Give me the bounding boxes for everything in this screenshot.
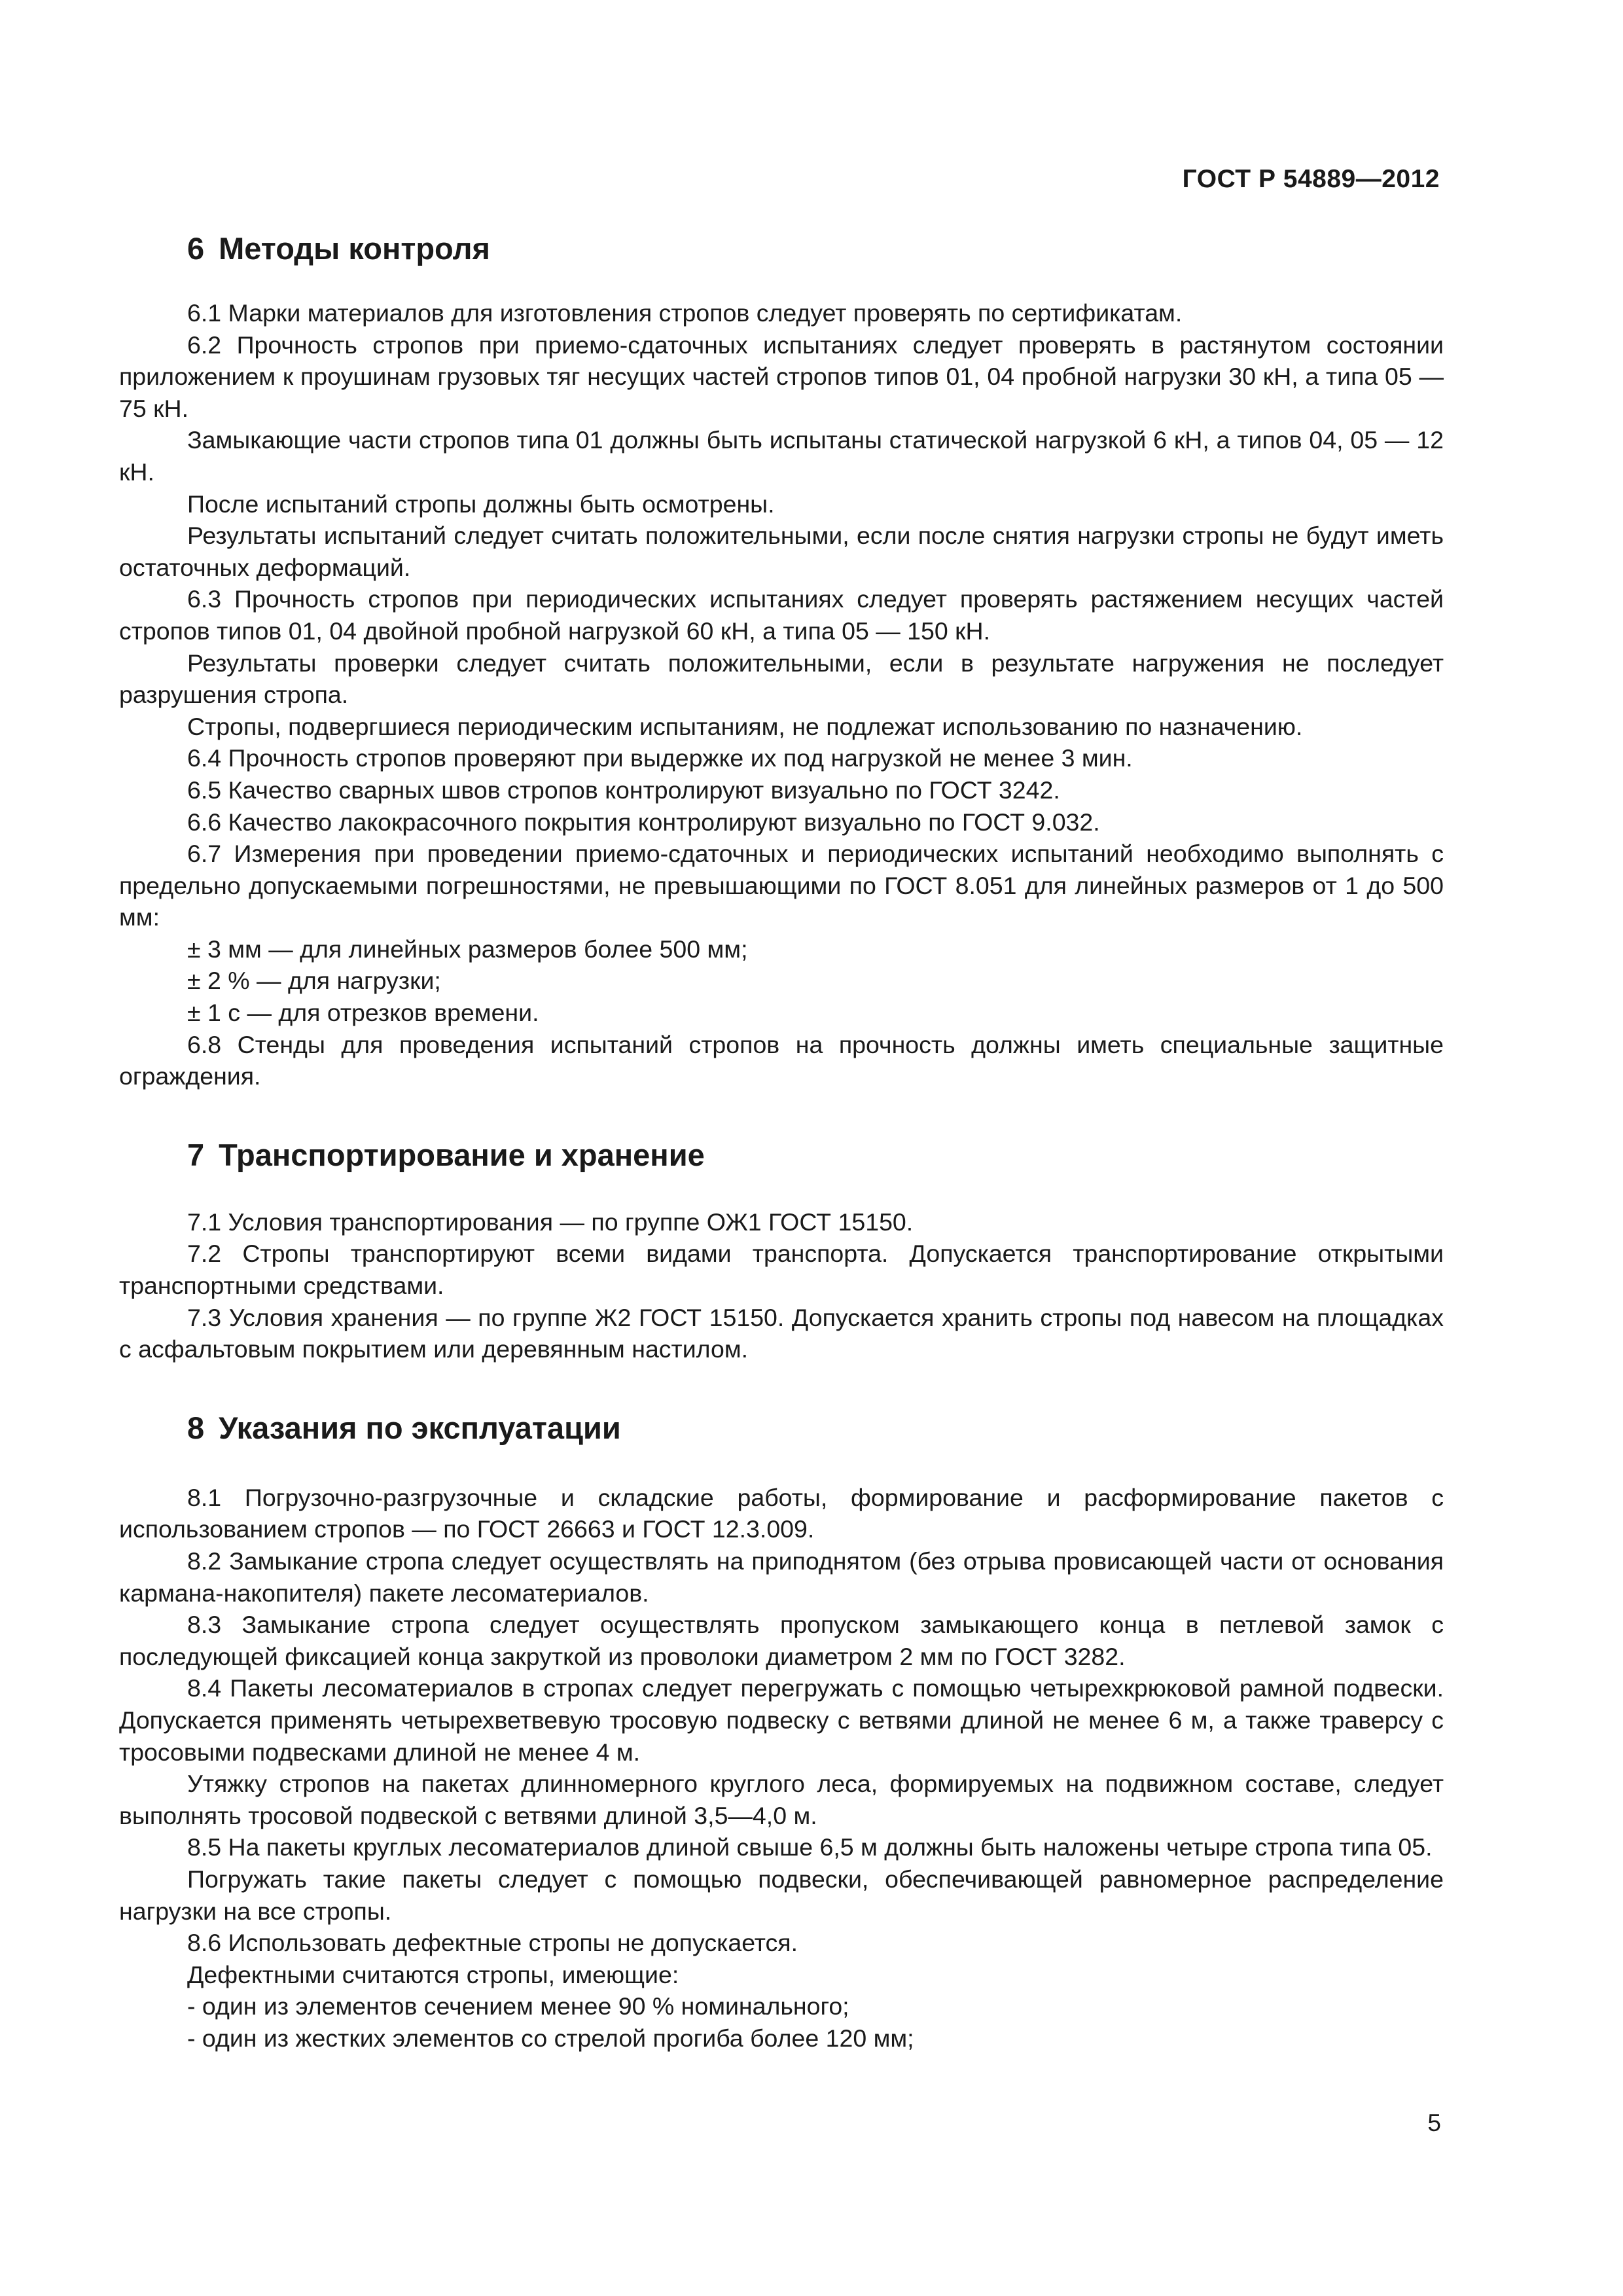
section-heading-7: 7 Транспортирование и хранение — [187, 1137, 705, 1172]
paragraph: Замыкающие части стропов типа 01 должны быть испытаны статической нагрузкой 6 кН, а типов 04, 05 — 12 кН. — [119, 426, 1444, 486]
paragraph: 6.1 Марки материалов для изготовления стропов следует проверять по сертификатам. — [187, 299, 1183, 327]
list-item: ± 2 % — для нагрузки; — [187, 967, 441, 995]
paragraph: Погружать такие пакеты следует с помощью подвески, обеспечивающей равномерное распределение нагрузки на все стропы. — [119, 1865, 1444, 1925]
paragraph: 6.2 Прочность стропов при приемо-сдаточных испытаниях следует проверять в растянутом состоянии приложением к проушинам грузовых тяг несущих частей стропов типов 01, 04 пробной нагрузки 30 кН, а типа 05 — 75 кН. — [119, 331, 1444, 422]
section-heading-8: 8 Указания по эксплуатации — [187, 1410, 621, 1445]
section-heading-6: 6 Методы контроля — [187, 231, 490, 266]
paragraph: 8.3 Замыкание стропа следует осуществлять пропуском замыкающего конца в петлевой замок с последующей фиксацией конца закруткой из проволоки диаметром 2 мм по ГОСТ 3282. — [119, 1611, 1444, 1670]
paragraph: 6.7 Измерения при проведении приемо-сдаточных и периодических испытаний необходимо выполнять с предельно допускаемыми погрешностями, не превышающими по ГОСТ 8.051 для линейных размеров от 1 до 500 мм: — [119, 840, 1444, 931]
paragraph: 7.1 Условия транспортирования — по группе ОЖ1 ГОСТ 15150. — [187, 1208, 914, 1236]
paragraph: 6.5 Качество сварных швов стропов контролируют визуально по ГОСТ 3242. — [187, 776, 1060, 804]
page-number: 5 — [1427, 2109, 1441, 2136]
paragraph: 6.8 Стенды для проведения испытаний стропов на прочность должны иметь специальные защитные ограждения. — [119, 1030, 1444, 1090]
list-item: - один из элементов сечением менее 90 % номинального; — [187, 1992, 849, 2020]
document-body — [119, 229, 1444, 2054]
paragraph: 8.6 Использовать дефектные стропы не допускается. — [187, 1929, 798, 1957]
paragraph: 7.3 Условия хранения — по группе Ж2 ГОСТ 15150. Допускается хранить стропы под навесом на площадках с асфальтовым покрытием или деревянным настилом. — [119, 1303, 1444, 1363]
paragraph: 6.6 Качество лакокрасочного покрытия контролируют визуально по ГОСТ 9.032. — [187, 808, 1100, 836]
paragraph: 7.2 Стропы транспортируют всеми видами транспорта. Допускается транспортирование открытыми транспортными средствами. — [119, 1240, 1444, 1300]
paragraph: 8.5 На пакеты круглых лесоматериалов длиной свыше 6,5 м должны быть наложены четыре стропа типа 05. — [187, 1833, 1433, 1861]
list-item: ± 1 с — для отрезков времени. — [187, 999, 539, 1027]
paragraph: Результаты проверки следует считать положительными, если в результате нагружения не последует разрушения стропа. — [119, 649, 1444, 709]
paragraph: 6.4 Прочность стропов проверяют при выдержке их под нагрузкой не менее 3 мин. — [187, 744, 1133, 772]
paragraph: 8.2 Замыкание стропа следует осуществлять на приподнятом (без отрыва провисающей части от основания кармана-накопителя) пакете лесоматериалов. — [119, 1547, 1444, 1607]
paragraph: После испытаний стропы должны быть осмотрены. — [187, 490, 775, 518]
list-item: ± 3 мм — для линейных размеров более 500 мм; — [187, 935, 748, 963]
list-item: - один из жестких элементов со стрелой прогиба более 120 мм; — [187, 2024, 914, 2052]
paragraph: 6.3 Прочность стропов при периодических испытаниях следует проверять растяжением несущих частей стропов типов 01, 04 двойной пробной нагрузкой 60 кН, а типа 05 — 150 кН. — [119, 585, 1444, 645]
paragraph: Стропы, подвергшиеся периодическим испытаниям, не подлежат использованию по назначению. — [187, 712, 1303, 740]
paragraph: 8.1 Погрузочно-разгрузочные и складские работы, формирование и расформирование пакетов с использованием стропов — по ГОСТ 26663 и ГОСТ 12.3.009. — [119, 1483, 1444, 1543]
paragraph: 8.4 Пакеты лесоматериалов в стропах следует перегружать с помощью четырехкрюковой рамной подвески. Допускается применять четырехветвевую тросовую подвеску с ветвями длиной не менее 6 м, а также траверсу с тросовыми подвесками длиной не менее 4 м. — [119, 1674, 1444, 1766]
paragraph: Дефектными считаются стропы, имеющие: — [187, 1960, 679, 1988]
document-code: ГОСТ Р 54889—2012 — [1182, 165, 1440, 193]
paragraph: Результаты испытаний следует считать положительными, если после снятия нагрузки стропы не будут иметь остаточных деформаций. — [119, 522, 1444, 581]
paragraph: Утяжку стропов на пакетах длинномерного круглого леса, формируемых на подвижном составе, следует выполнять тросовой подвеской с ветвями длиной 3,5—4,0 м. — [119, 1770, 1444, 1829]
